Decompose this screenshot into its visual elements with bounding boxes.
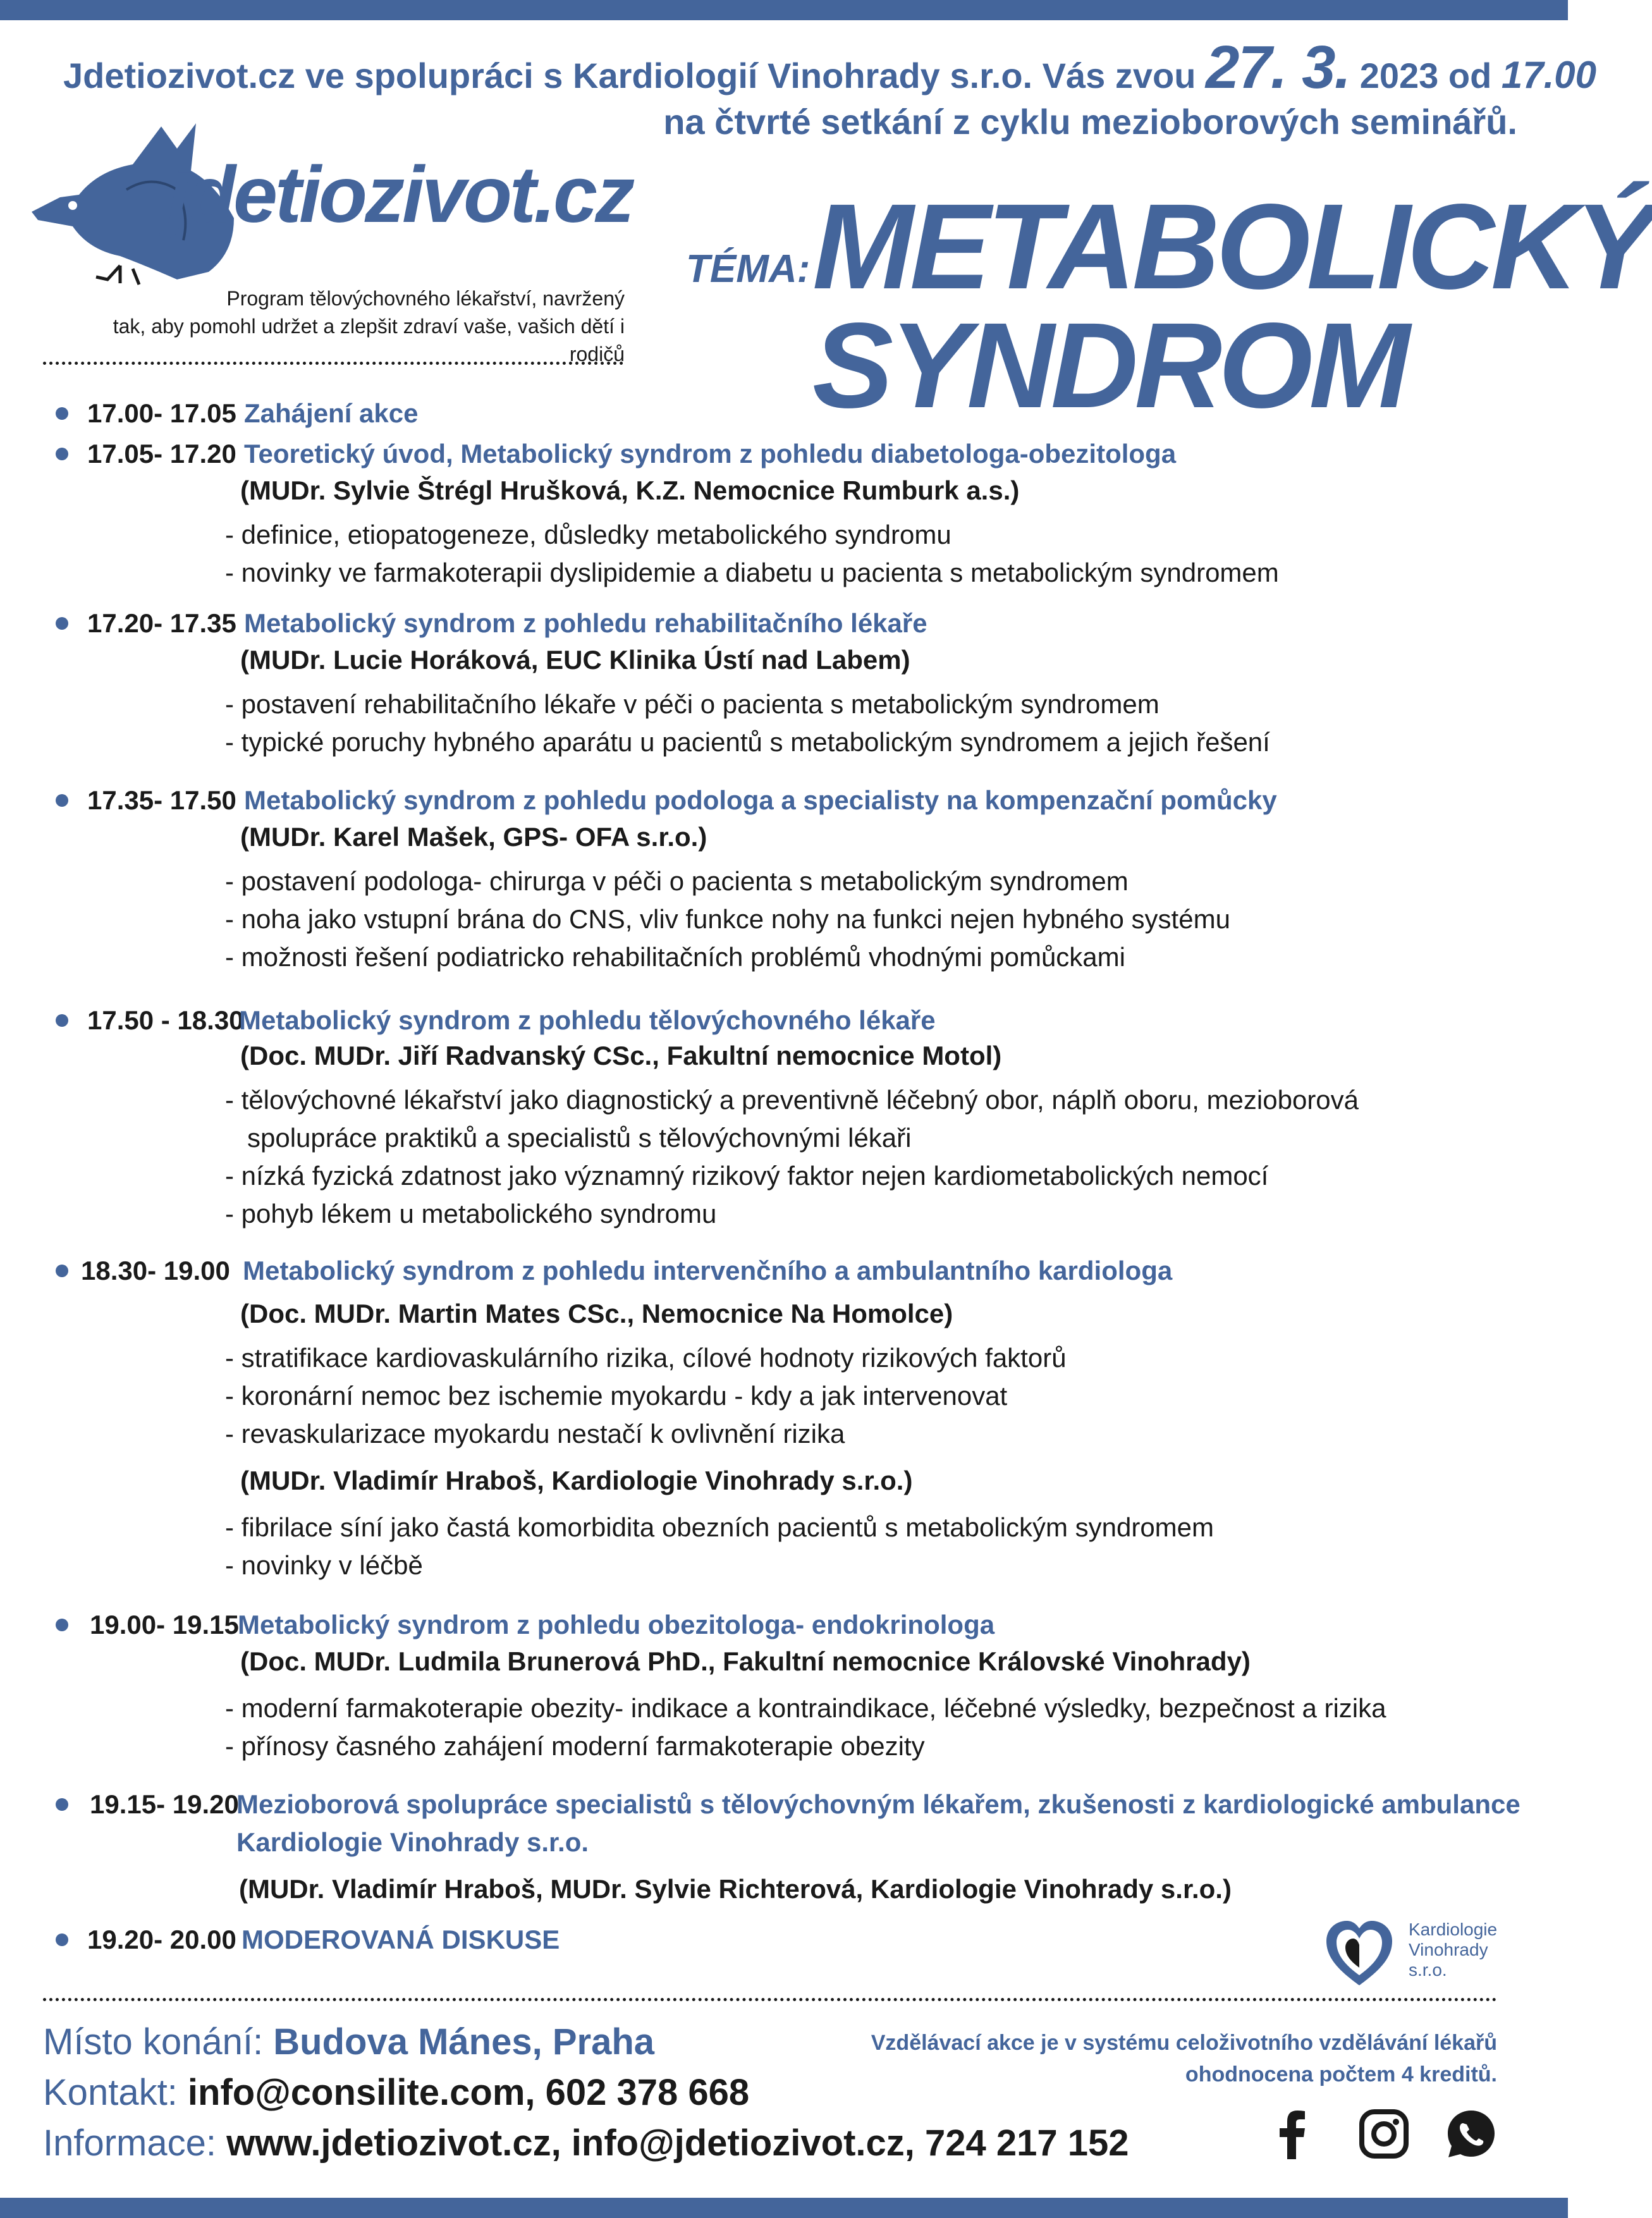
item-time: 19.15- 19.20: [90, 1789, 239, 1819]
item-time: 17.05- 17.20: [87, 439, 236, 469]
topic-title-line1: METABOLICKÝ: [812, 178, 1652, 314]
logo-tagline: Program tělovýchovného lékařství, navržený tak, aby pomohl udržet a zlepšit zdraví vaše, vašich dětí i rodičů: [113, 287, 625, 365]
item-point: - definice, etiopatogeneze, důsledky metabolického syndromu: [225, 520, 951, 549]
item-point: - pohyb lékem u metabolického syndromu: [225, 1199, 717, 1228]
bullet-icon: [56, 617, 68, 630]
topic-label: TÉMA:: [686, 247, 811, 291]
partner-name: Kardiologie Vinohrady s.r.o.: [1409, 1920, 1498, 1980]
item-time: 17.00- 17.05: [87, 398, 236, 428]
divider: [43, 1998, 1497, 2001]
credit-note: Vzdělávací akce je v systému celoživotního vzdělávání lékařů ohodnocena počtem 4 kreditů.: [871, 2031, 1497, 2086]
item-point: spolupráce praktiků a specialistů s tělovýchovnými lékaři: [225, 1123, 912, 1153]
item-point: - novinky v léčbě: [225, 1550, 423, 1580]
bottom-bar: [0, 2198, 1568, 2218]
whatsapp-icon[interactable]: [1443, 2105, 1500, 2162]
item-speaker: (MUDr. Sylvie Štrégl Hrušková, K.Z. Nemocnice Rumburk a.s.): [240, 475, 1020, 505]
bullet-icon: [56, 1619, 68, 1631]
item-time: 18.30- 19.00: [81, 1256, 230, 1285]
item-title: Zahájení akce: [244, 398, 419, 428]
item-title-cont: Kardiologie Vinohrady s.r.o.: [236, 1827, 589, 1857]
topic-title-line2: SYNDROM: [812, 297, 1407, 433]
item-point: - noha jako vstupní brána do CNS, vliv funkce nohy na funkci nejen hybného systému: [225, 904, 1230, 934]
item-point: - přínosy časného zahájení moderní farmakoterapie obezity: [225, 1731, 925, 1761]
event-time: 17.00: [1501, 54, 1596, 96]
heart-logo-icon: [1321, 1915, 1397, 1990]
item-title: Metabolický syndrom z pohledu rehabilitačního lékaře: [244, 608, 927, 638]
divider: [43, 362, 623, 365]
item-speaker: (Doc. MUDr. Jiří Radvanský CSc., Fakultní nemocnice Motol): [240, 1041, 1002, 1070]
bullet-icon: [56, 1798, 68, 1811]
bullet-icon: [56, 407, 68, 420]
item-title: Teoretický úvod, Metabolický syndrom z pohledu diabetologa-obezitologa: [244, 439, 1177, 469]
item-time: 17.50 - 18.30: [87, 1005, 244, 1035]
bullet-icon: [56, 448, 68, 460]
top-bar: [0, 0, 1568, 20]
item-title: Metabolický syndrom z pohledu tělovýchovného lékaře: [239, 1005, 936, 1035]
item-title: MODEROVANÁ DISKUSE: [242, 1925, 560, 1954]
item-point: - postavení rehabilitačního lékaře v péči o pacienta s metabolickým syndromem: [225, 689, 1159, 719]
item-point: - fibrilace síní jako častá komorbidita obezních pacientů s metabolickým syndromem: [225, 1512, 1215, 1542]
item-point: - novinky ve farmakoterapii dyslipidemie a diabetu u pacienta s metabolickým syndromem: [225, 558, 1279, 587]
facebook-icon[interactable]: [1264, 2105, 1321, 2162]
instagram-icon[interactable]: [1355, 2105, 1412, 2162]
item-point: - možnosti řešení podiatricko rehabilitačních problémů vhodnými pomůckami: [225, 942, 1125, 972]
invitation-line: Jdetiozivot.cz ve spolupráci s Kardiologií Vinohrady s.r.o. Vás zvou 27. 3. 2023 od 17.00: [63, 34, 1596, 101]
item-time: 19.20- 20.00: [87, 1925, 236, 1954]
item-time: 19.00- 19.15: [90, 1610, 239, 1639]
contact-link[interactable]: info@consilite.com, 602 378 668: [187, 2072, 750, 2113]
program-list: [56, 398, 1529, 1966]
item-title: Metabolický syndrom z pohledu intervenčního a ambulantního kardiologa: [243, 1256, 1173, 1285]
item-point: - tělovýchovné lékařství jako diagnostický a preventivně léčebný obor, náplň oboru, mezioborová: [225, 1085, 1359, 1115]
item-speaker: (MUDr. Vladimír Hraboš, Kardiologie Vinohrady s.r.o.): [240, 1466, 913, 1495]
invitation-subline: na čtvrté setkání z cyklu mezioborových seminářů.: [663, 102, 1517, 142]
venue-line: Místo konání: Budova Mánes, Praha: [43, 2021, 655, 2062]
item-speaker: (MUDr. Karel Mašek, GPS- OFA s.r.o.): [240, 822, 707, 852]
item-time: 17.20- 17.35: [87, 608, 236, 638]
item-title: Mezioborová spolupráce specialistů s tělovýchovným lékařem, zkušenosti z kardiologické ambulance: [236, 1789, 1520, 1819]
item-time: 17.35- 17.50: [87, 785, 236, 815]
item-speaker: (Doc. MUDr. Martin Mates CSc., Nemocnice Na Homolce): [240, 1299, 953, 1328]
bullet-icon: [56, 1933, 68, 1946]
item-speaker: (MUDr. Vladimír Hraboš, MUDr. Sylvie Richterová, Kardiologie Vinohrady s.r.o.): [239, 1874, 1232, 1904]
item-speaker: (MUDr. Lucie Horáková, EUC Klinika Ústí nad Labem): [240, 645, 910, 675]
item-point: - revaskularizace myokardu nestačí k ovlivnění rizika: [225, 1419, 845, 1449]
item-point: - koronární nemoc bez ischemie myokardu - kdy a jak intervenovat: [225, 1381, 1008, 1411]
info-line: Informace: www.jdetiozivot.cz, info@jdetiozivot.cz, 724 217 152: [43, 2123, 1129, 2164]
item-point: - stratifikace kardiovaskulárního rizika, cílové hodnoty rizikových faktorů: [225, 1343, 1067, 1373]
item-title: Metabolický syndrom z pohledu obezitologa- endokrinologa: [238, 1610, 995, 1639]
item-point: - nízká fyzická zdatnost jako významný rizikový faktor nejen kardiometabolických nemocí: [225, 1161, 1269, 1191]
info-link[interactable]: www.jdetiozivot.cz, info@jdetiozivot.cz, 724 217 152: [226, 2123, 1129, 2164]
item-speaker: (Doc. MUDr. Ludmila Brunerová PhD., Fakultní nemocnice Královské Vinohrady): [240, 1646, 1251, 1676]
item-point: - moderní farmakoterapie obezity- indikace a kontraindikace, léčebné výsledky, bezpečnost a rizika: [225, 1693, 1386, 1723]
item-point: - typické poruchy hybného aparátu u pacientů s metabolickým syndromem a jejich řešení: [225, 727, 1270, 757]
item-point: - postavení podologa- chirurga v péči o pacienta s metabolickým syndromem: [225, 866, 1129, 896]
contact-line: Kontakt: info@consilite.com, 602 378 668: [43, 2072, 750, 2113]
bullet-icon: [56, 1265, 68, 1277]
bullet-icon: [56, 1014, 68, 1027]
bullet-icon: [56, 794, 68, 807]
logo-wordmark: jdetiozivot.cz: [168, 150, 633, 239]
event-date: 27. 3.: [1205, 34, 1350, 101]
item-title: Metabolický syndrom z pohledu podologa a specialisty na kompenzační pomůcky: [244, 785, 1277, 815]
